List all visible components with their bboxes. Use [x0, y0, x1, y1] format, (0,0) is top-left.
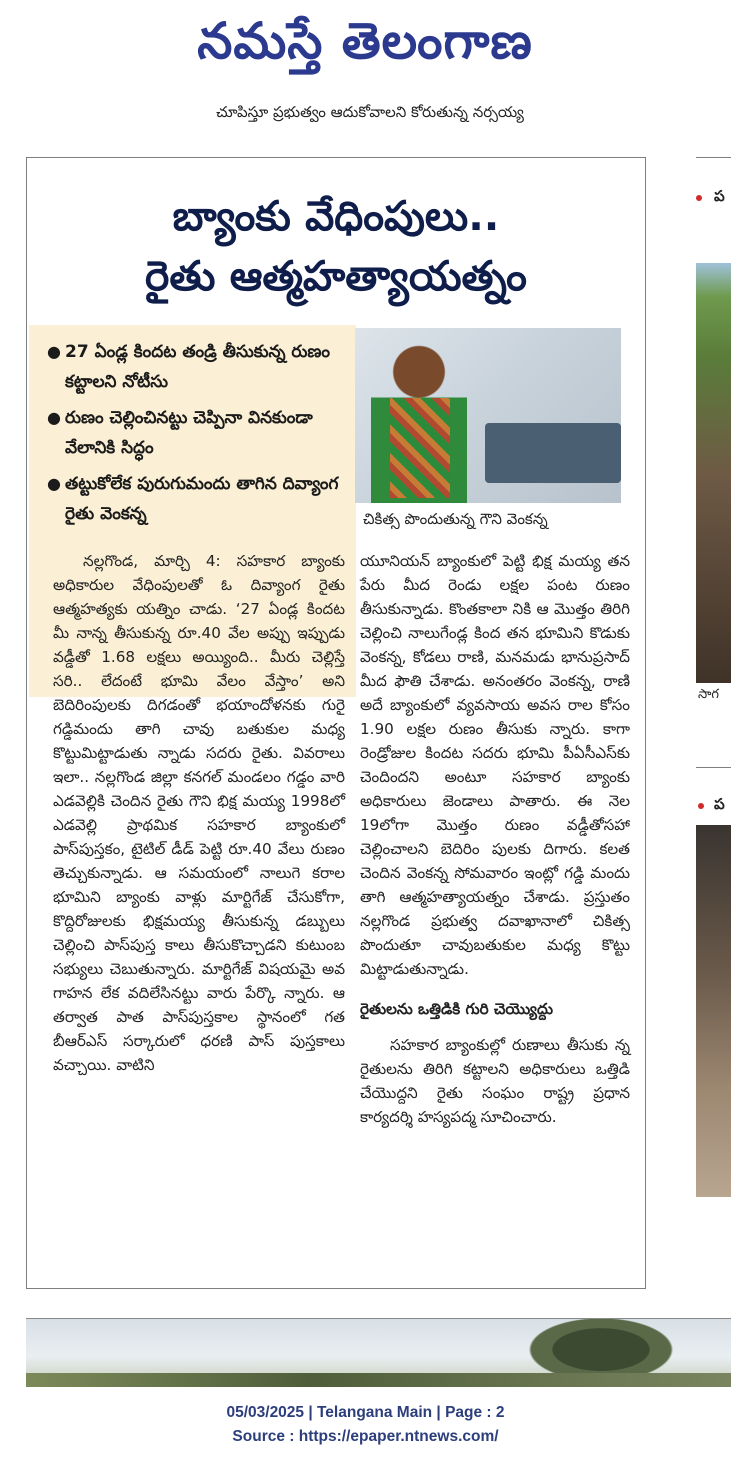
footer-date-edition: 05/03/2025 | Telangana Main | Page : 2	[226, 1404, 505, 1421]
article-photo	[355, 328, 621, 503]
hospital-bed-shape	[485, 423, 621, 483]
bottom-photo	[26, 1318, 731, 1387]
highlight-text: రుణం చెల్లించినట్టు చెప్పినా వినకుండా వేలానికి సిద్ధం	[65, 408, 313, 458]
bullet-icon: ●	[47, 474, 61, 493]
bullet-icon: ●	[47, 342, 61, 361]
headline-line-1: బ్యాంకు వేధింపులు..	[172, 192, 500, 240]
bullet-dot-icon	[696, 195, 702, 201]
adjacent-photo-2	[696, 825, 731, 1197]
highlight-text: 27 ఏండ్ల కిందట తండ్రి తీసుకున్న రుణం కట్టాలని నోటీసు	[65, 342, 331, 392]
footer-source: Source : https://epaper.ntnews.com/	[232, 1428, 499, 1445]
saree-pattern	[390, 398, 450, 498]
highlight-item	[47, 403, 342, 463]
column-2-end-text: సహకార బ్యాంకుల్లో రుణాలు తీసుకు న్న రైతులను తిరిగి కట్టాలని అధికారులు ఒత్తిడి చేయొద్దని రైతు సంఘం రాష్ట్ర ప్రధాన కార్యదర్శి హస్యపద్మ సూచించారు.	[360, 1036, 630, 1126]
divider	[696, 767, 731, 768]
highlight-item	[47, 469, 342, 529]
photo-caption: చికిత్స పొందుతున్న గౌని వెంకన్న	[363, 510, 548, 528]
article-subheading: రైతులను ఒత్తిడికి గురి చెయ్యొద్దు	[360, 1000, 553, 1018]
highlight-text: తట్టుకోలేక పురుగుమందు తాగిన దివ్యాంగ రైతు వెంకన్న	[65, 474, 339, 524]
adjacent-heading-fragment: ప	[714, 187, 725, 205]
ground-shape	[26, 1373, 731, 1387]
adjacent-heading-fragment: ప	[714, 795, 725, 813]
bullet-dot-icon	[698, 803, 704, 809]
article-headline	[27, 186, 645, 306]
column-2-text: యూనియన్ బ్యాంకులో పెట్టి భిక్ష మయ్య తన పేరు మీద రెండు లక్షల పంట రుణం తీసుకున్నాడు. కొంతకాలా నికి ఆ మొత్తం తిరిగి చెల్లించి నాలుగేండ్ల కింద తన భూమిని కొడుకు వెంకన్న, కోడలు రాణి, మనమడు భానుప్రసాద్ మీద ఫౌతి చేశాడు. అనంతరం వెంకన్న, రాణి అదే బ్యాంకులో వ్యవసాయ అవస రాల కోసం 1.90 లక్షల రుణం తీసుకు న్నారు. కాగా రెండ్రోజుల కిందట సదరు భూమి పీఏసీఎస్‌కు చెందిందని అంటూ సహకార బ్యాంకు అధికారులు జెండాలు పాతారు. ఈ నెల 19లోగా మొత్తం రుణం వడ్డీతోసహా చెల్లించాలని బెదిరిం పులకు దిగారు. కలత చెందిన వెంకన్న సోమవారం ఇంట్లో గడ్డి మందు తాగి ఆత్మహత్యాయత్నం చేశాడు. ప్రస్తుతం నల్లగొండ ప్రభుత్వ దవాఖానాలో చికిత్స పొందుతూ చావుబతుకుల మధ్య కొట్టు మిట్టాడుతున్నాడు.	[360, 552, 630, 978]
divider	[696, 157, 731, 158]
adjacent-photo-1	[696, 263, 731, 683]
article	[26, 157, 646, 1289]
previous-article-tail: చూపిస్తూ ప్రభుత్వం ఆదుకోవాలని కోరుతున్న నర్సయ్య	[216, 103, 524, 121]
adjacent-article-strip	[696, 157, 731, 1197]
masthead-title: నమస్తే తెలంగాణ	[197, 12, 533, 70]
adjacent-caption-fragment: సాగ	[698, 687, 719, 702]
article-column-1: నల్లగొండ, మార్చి 4: సహకార బ్యాంకు అధికారుల వేధింపులతో ఓ దివ్యాంగ రైతు ఆత్మహత్యకు యత్నిం చాడు. ‘27 ఏండ్ల కిందట మీ నాన్న తీసుకున్న రూ.40 వేల అప్పు ఇప్పుడు వడ్డీతో 1.68 లక్షలు అయ్యింది.. మీరు చెల్లిస్తే సరి.. లేదంటే భూమి వేలం వేస్తాం’ అని బెదిరింపులకు దిగడంతో భయాందోళనకు గురై గడ్డిమందు తాగి చావు బతుకుల మధ్య కొట్టుమిట్టాడుతు న్నాడు సదరు రైతు. వివరాలు ఇలా.. నల్లగొండ జిల్లా కనగల్ మండలం గడ్డం వారి ఎడవెల్లికి చెందిన రైతు గౌని భిక్ష మయ్య 1998లో ఎడవెల్లి ప్రాథమిక సహకార బ్యాంకులో పాస్‌పుస్తకం, టైటిల్ డీడ్ పెట్టి రూ.40 వేలు రుణం తెచ్చుకున్నాడు. ఆ సమయంలో నాలుగె కరాల భూమిని బ్యాంకు వాళ్లు మార్టిగేజ్ చేసుకోగా, కొద్దిరోజులకు భిక్షమయ్య తీసుకున్న డబ్బులు చెల్లించి పాస్‌పుస్త కాలు తీసుకొచ్చాడని కుటుంబ సభ్యులు చెబుతున్నారు. మార్టిగేజ్ విషయమై అవ గాహన లేక వదిలేసినట్టు వారు పేర్కొ న్నారు. ఆ తర్వాత పాత పాస్‌పుస్తకాల స్థానంలో గత బీఆర్‌ఎస్ సర్కారులో ధరణి పాస్ పుస్తకాలు వచ్చాయి. వాటిని	[53, 552, 345, 1074]
bullet-icon: ●	[47, 408, 61, 427]
article-column-2	[360, 549, 630, 1129]
headline-line-2: రైతు ఆత్మహత్యాయత్నం	[145, 252, 527, 300]
highlight-item	[47, 337, 342, 397]
